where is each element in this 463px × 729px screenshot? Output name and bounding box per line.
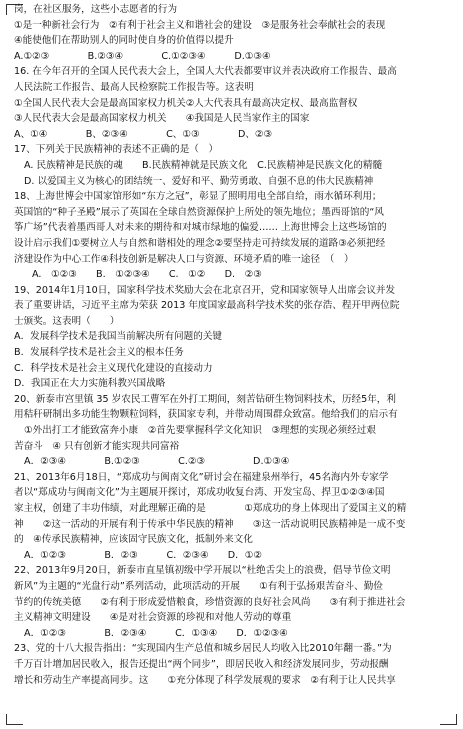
text-line: A、①④ B、②③④ C、①③ D、②③ — [14, 128, 273, 140]
text-line: 17、下列关于民族精神的表述不正确的是（ ） — [14, 144, 219, 156]
question-text-body — [14, 2, 455, 688]
text-line: 19、2014年1月10日，国家科学技术奖励大会在北京召开，党和国家领导人出席会议并发 — [14, 284, 396, 296]
text-line: C．科学技术是社会主义现代化建设的直接动力 — [14, 362, 213, 374]
text-line: 主义精神文明建设 ④是对社会资源的珍视和对他人劳动的尊重 — [14, 612, 292, 624]
text-line: 21、2013年6月18日，“郑成功与闽南文化”研讨会在福建泉州举行，45名海内外专家学 — [14, 471, 389, 483]
text-line: 23、党的十八大报告指出：“实现国内生产总值和城乡居民人均收入比2010年翻一番。”为 — [14, 643, 392, 655]
text-line: B．发展科学技术是社会主义的根本任务 — [14, 347, 184, 359]
text-line: 新风”为主题的“光盘行动”系列活动，此项活动的开展 ①有利于弘扬艰苦奋斗、勤俭 — [14, 580, 383, 592]
text-line: A．②③④ B.①②③ C.②③ D.①③④ — [24, 456, 290, 468]
text-line: A. ①②③ B. ①②③④ C. ①② D. ②③ — [32, 269, 262, 281]
text-line: D. 以爱国主义为核心的团结统一、爱好和平、勤劳勇敢、自强不息的伟大民族精神 — [24, 175, 374, 187]
crop-mark-bottom-right — [440, 714, 457, 725]
text-line: 增长和劳动生产率提高同步。这 ①充分体现了科学发展观的要求 ②有利于让人民共享 — [14, 674, 396, 686]
text-line: 设计启示我们①要树立人与自然和谐相处的理念②要坚持走可持续发展的道路③必须把经 — [14, 237, 386, 249]
text-line: 人民法院工作报告、最高人民检察院工作报告等。这表明 — [14, 81, 254, 93]
text-line: D．我国正在大力实施科教兴国战略 — [14, 378, 166, 390]
text-line: 用秸秆研制出多功能生物颗粒饲料，获国家专利，并带动周围群众致富。他给我们的启示有 — [14, 409, 398, 421]
text-line: 神 ②这一活动的开展有利于传承中华民族的精神 ③这一活动说明民族精神是一成不变 — [14, 518, 406, 530]
text-line: 表了重要讲话，习近平主席为荣获 2013 年度国家最高科学技术奖的张存浩、程开甲两位院 — [14, 300, 400, 312]
text-line: ④能使他们在帮助别人的同时使自身的价值得以提升 — [14, 35, 234, 47]
text-line: 的 ④传承民族精神，应该固守民族文化，抵制外来文化 — [14, 534, 253, 546]
text-line: ①外出打工才能致富奔小康 ②首先要掌握科学文化知识 ③理想的实现必须经过艰 — [24, 425, 376, 437]
text-line: 士颁奖。这表明（ ） — [14, 315, 120, 327]
text-line: 家主权，创建了丰功伟绩，对此理解正确的是 ①郑成功的身上体现出了爱国主义的精 — [14, 503, 407, 514]
text-line: 者以“郑成功与闽南文化”为主题展开探讨，郑成功收复台湾、开发宝岛、捍卫①②③④国 — [14, 487, 385, 499]
text-line: A．①②③ B．②③ C．②③④ D．①② — [24, 549, 262, 561]
text-line: 节约的传统美德 ②有利于形成爱惜粮食，珍惜资源的良好社会风尚 ③有利于推进社会 — [14, 596, 406, 608]
text-line: ①全国人民代表大会是最高国家权力机关②人大代表具有最高决定权、最高监督权 — [14, 97, 358, 109]
text-line: 22、2013年9月20日，新泰市直星镇初级中学开展以“杜绝舌尖上的浪费，倡导节俭文明 — [14, 565, 391, 577]
text-line: 筝广场”代表着墨西哥人对未来的期待和对城市绿地的偏爱…… 上海世博会上这些场馆的 — [14, 222, 387, 234]
text-line: 20、新泰市宫里镇 35 岁农民工曹军在外打工期间，刻苦钻研生物饲料技术，历经5年，利 — [14, 393, 396, 405]
text-line: ③人民代表大会是最高国家权力机关 ④我国是人民当家作主的国家 — [14, 113, 310, 125]
text-line: A．发展科学技术是我国当前解决所有问题的关键 — [14, 331, 223, 343]
text-line: 千万百计增加居民收入，报告还提出“两个同步”，即居民收入和经济发展同步，劳动报酬 — [14, 658, 389, 670]
text-line: 英国馆的“种子圣殿”展示了英国在全球自然资源保护上所处的领先地位；墨西哥馆的“风 — [14, 206, 384, 218]
crop-mark-bottom-left — [6, 714, 23, 725]
text-line: A. 民族精神是民族的魂 B.民族精神就是民族文化 C.民族精神是民族文化的精髓 — [24, 159, 383, 171]
text-line: 岗，在社区服务，这些小志愿者的行为 — [14, 4, 178, 15]
text-line: ①是一种新社会行为 ②有利于社会主义和谐社会的建设 ③是服务社会奉献社会的表现 — [14, 19, 386, 31]
text-line: A.①②③ B.②③④ C.①②③④ D.①③④ — [14, 50, 271, 62]
text-line: 苦奋斗 ④ 只有创新才能实现共同富裕 — [14, 440, 180, 452]
text-line: 16. 在今年召开的全国人民代表大会上，全国人大代表都要审议并表决政府工作报告、最高 — [14, 66, 397, 78]
text-line: 济建设作为中心工作④科技创新是解决人口与资源、环境矛盾的唯一途径 （ ） — [14, 253, 354, 265]
text-line: 18、上海世博会中国家馆形如“东方之冠”，彰显了照明用电全部自给，雨水循环利用； — [14, 191, 382, 203]
text-line: A．①②③ B．②③④ C．①③④ D．①②③④ — [24, 627, 288, 639]
